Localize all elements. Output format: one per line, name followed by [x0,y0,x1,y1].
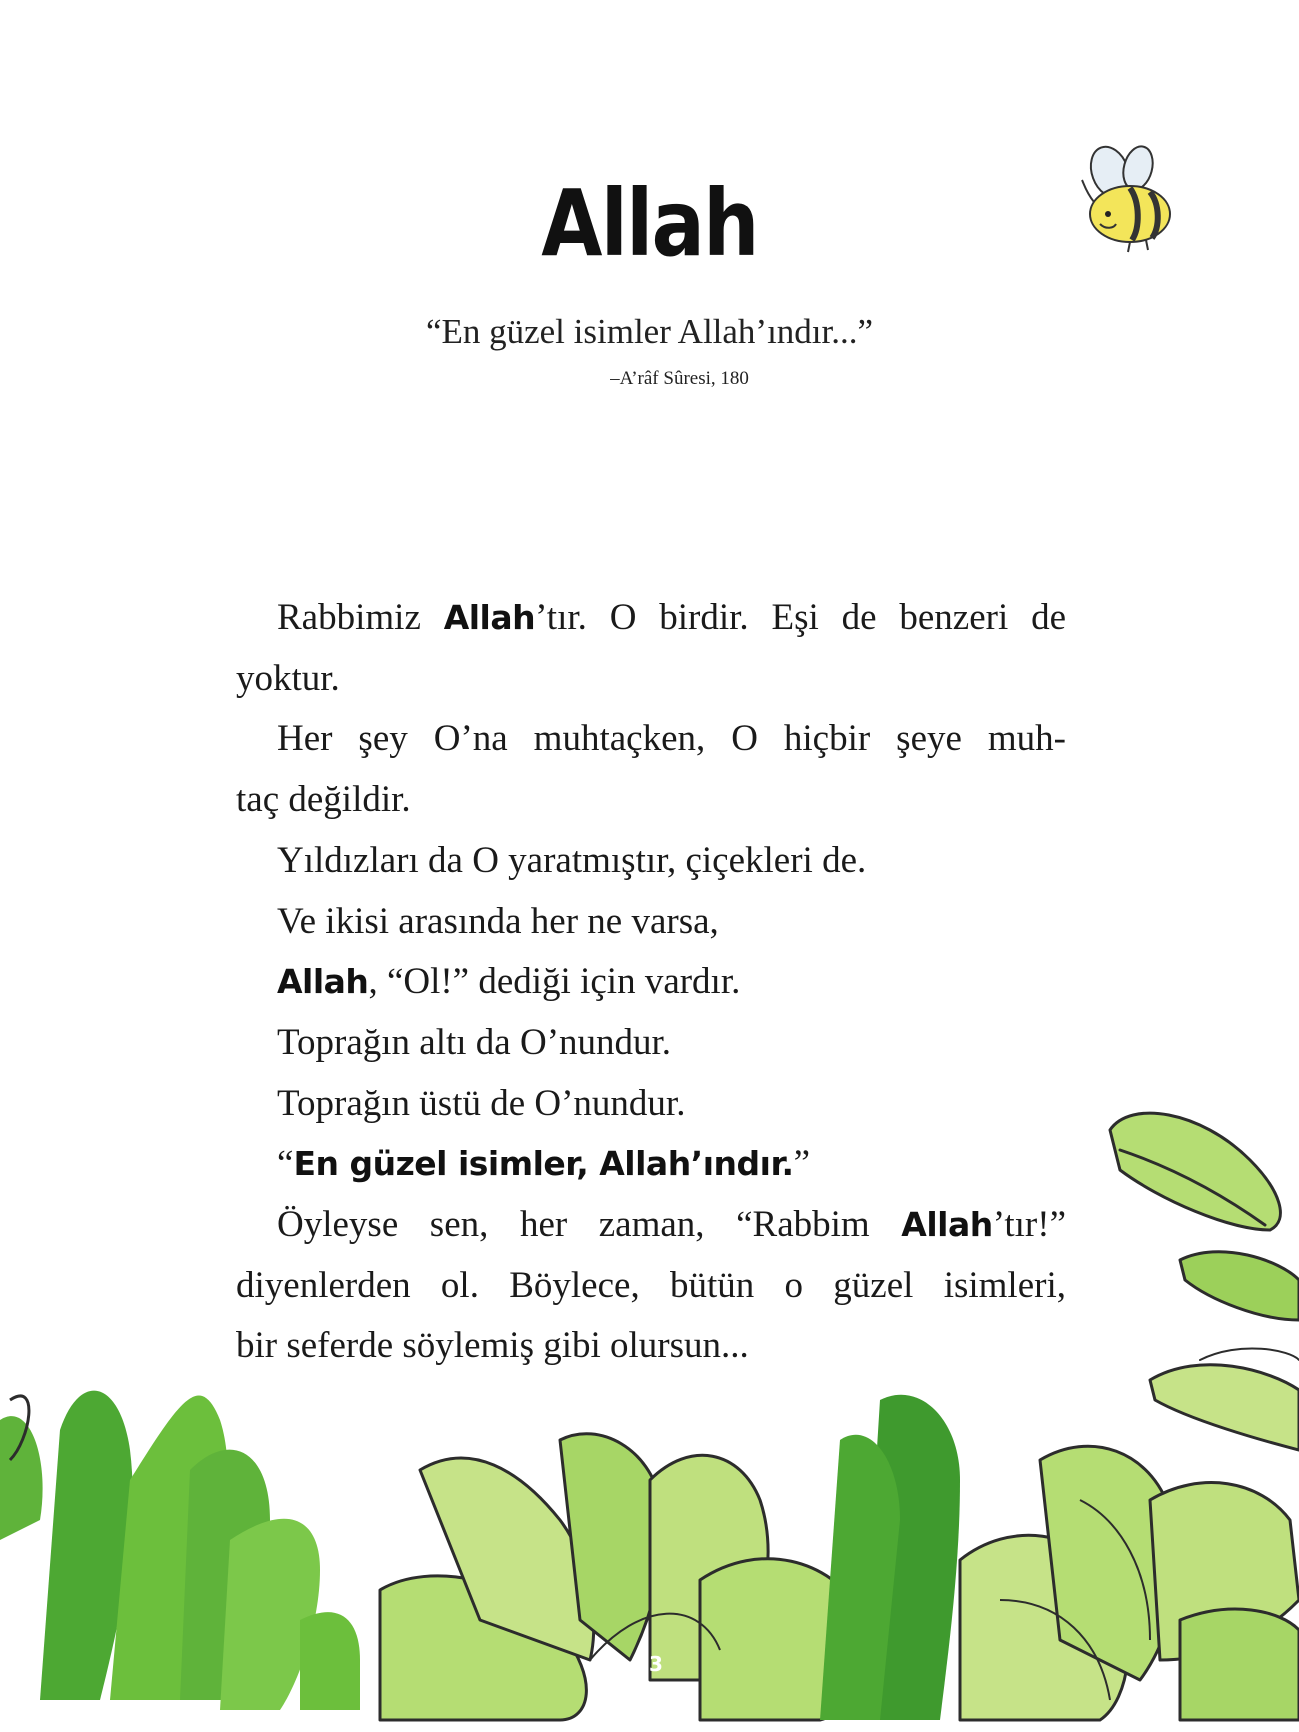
highlighted-phrase: En güzel isimler, Allah’ındır. [293,1144,794,1184]
text-line: Yıldızları da O yaratmıştır, çiçekleri de. [277,839,867,881]
text-line: Toprağın altı da O’nundur. [277,1021,672,1063]
highlighted-word: Allah [277,962,369,1002]
text-line: Toprağın üstü de O’nundur. [277,1082,686,1124]
text-segment: ’tır!” [992,1204,1066,1246]
text-line: yoktur. [236,657,340,699]
highlighted-word: Allah [443,598,536,637]
text-segment: Rabbimiz [277,597,444,638]
text-line: Her şey O’na muhtaçken, O hiçbir şeye muh- [277,718,1066,760]
text-segment: ” [793,1143,811,1185]
text-line [236,1134,1066,1195]
highlighted-word: Allah [901,1205,993,1245]
text-line [236,952,1066,1013]
text-line: diyenlerden ol. Böylece, bütün o güzel isimleri, [236,1264,1066,1306]
text-line [236,1195,1066,1256]
text-line: taç değildir. [236,779,411,821]
text-segment: ’tır. O birdir. Eşi de benzeri de [535,597,1066,638]
text-line: bir seferde söylemiş gibi olursun... [236,1325,749,1367]
epigraph-quote: “En güzel isimler Allah’ındır...” [425,312,874,351]
text-segment: “ [277,1143,294,1185]
leaf-cluster-right [1110,1113,1299,1450]
text-line: Ve ikisi arasında her ne varsa, [277,900,719,942]
text-segment: Öyleyse sen, her zaman, “Rabbim [277,1204,902,1246]
page-title: Allah [541,170,758,277]
page-number: 13 [635,1652,663,1676]
text-line [236,588,1066,649]
body-text [236,588,1066,1377]
quote-source: –A’râf Sûresi, 180 [610,368,749,389]
text-segment: , “Ol!” dediği için vardır. [368,961,741,1003]
